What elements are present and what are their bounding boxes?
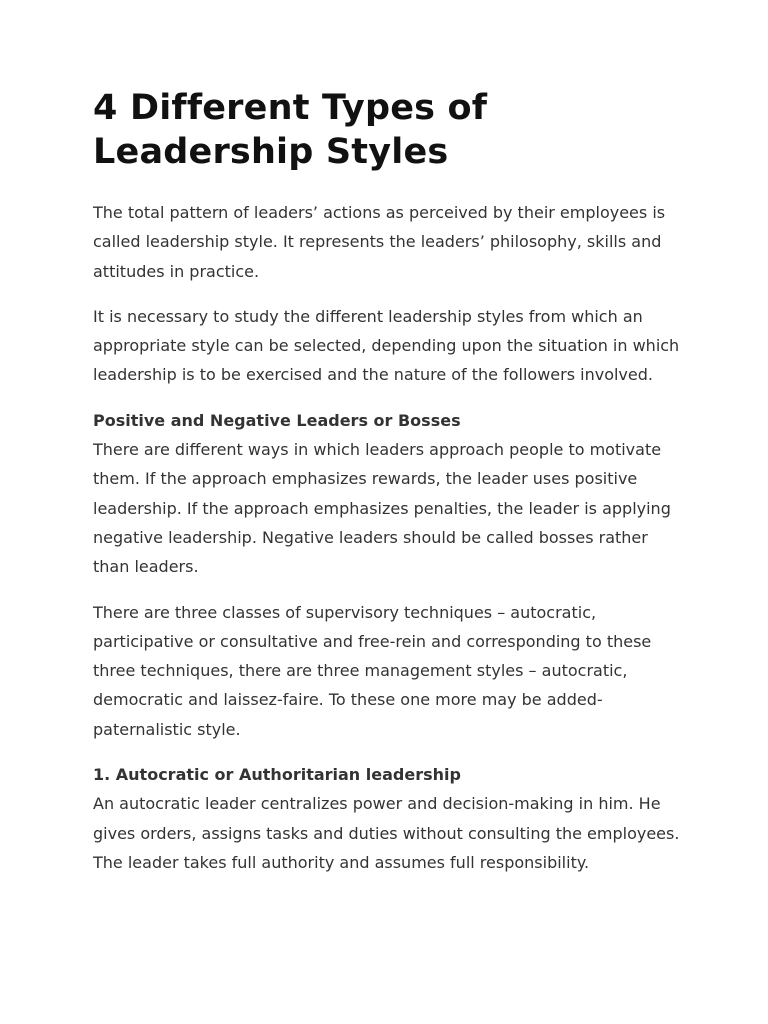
section-1-paragraph-1: There are different ways in which leaders approach people to motivate them. If the approach emphasizes rewards, the leader uses positive leadership. If the approach emphasizes penalties, the leader is applying negative leadership. Negative leaders should be called bosses rather than leaders. [93, 440, 671, 577]
intro-paragraph-1: The total pattern of leaders’ actions as perceived by their employees is called leadership style. It represents the leaders’ philosophy, skills and attitudes in practice. [93, 203, 666, 281]
section-1-paragraph-2: There are three classes of supervisory techniques – autocratic, participative or consultative and free-rein and corresponding to these three techniques, there are three management styles – autocratic, democratic and laissez-faire. To these one more may be added-paternalistic style. [93, 602, 652, 739]
section-2-paragraph-1: An autocratic leader centralizes power and decision-making in him. He gives orders, assigns tasks and duties without consulting the employees. The leader takes full authority and assumes full responsibility. [93, 794, 680, 872]
document-page [93, 86, 683, 877]
section-heading-positive-negative: Positive and Negative Leaders or Bosses [93, 410, 461, 430]
intro-paragraph-2: It is necessary to study the different leadership styles from which an appropriate style can be selected, depending upon the situation in which leadership is to be exercised and the nature of the followers involved. [93, 306, 680, 385]
section-heading-autocratic: 1. Autocratic or Authoritarian leadership [93, 765, 461, 785]
page-title: 4 Different Types of Leadership Styles [93, 88, 488, 172]
